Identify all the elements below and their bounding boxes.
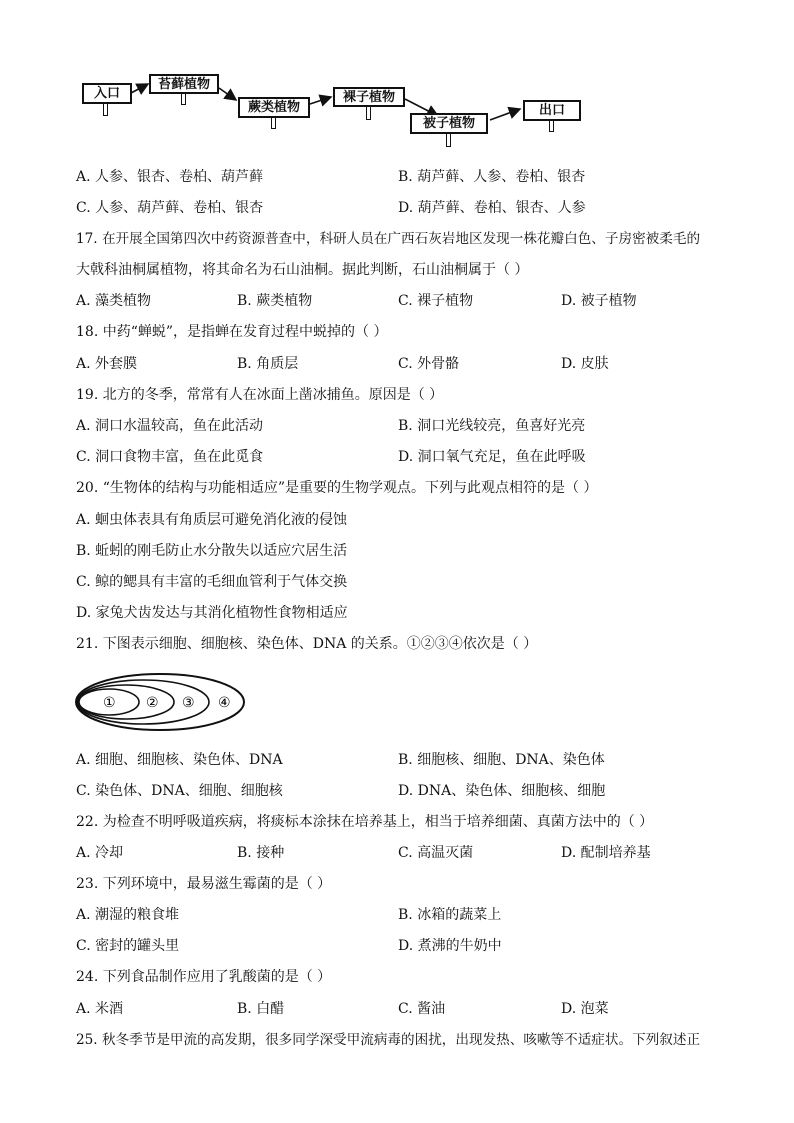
q16-option-d: D. 葫芦藓、卷柏、银杏、人参: [398, 200, 586, 216]
q19-stem: 19. 北方的冬季，常常有人在冰面上凿冰捕鱼。原因是（ ）: [76, 387, 444, 403]
q18-option-b: B. 角质层: [237, 356, 299, 372]
q19-option-a: A. 洞口水温较高，鱼在此活动: [76, 418, 264, 434]
entrance-box: 入口: [82, 83, 132, 104]
q22-option-a: A. 冷却: [76, 845, 124, 861]
q20-stem: 20. “生物体的结构与功能相适应”是重要的生物学观点。下列与此观点相符的是（ ）: [76, 480, 598, 496]
label-2: ②: [146, 695, 159, 711]
q17-option-c: C. 裸子植物: [398, 293, 474, 309]
label-3: ③: [182, 695, 195, 711]
q20-option-c: C. 鲸的鳃具有丰富的毛细血管利于气体交换: [76, 574, 348, 590]
q18-stem: 18. 中药“蝉蜕”，是指蝉在发育过程中蜕掉的（ ）: [76, 324, 388, 340]
q22-option-c: C. 高温灭菌: [398, 845, 474, 861]
q23-stem: 23. 下列环境中，最易滋生霉菌的是（ ）: [76, 876, 332, 892]
q17-stem-line2: 大戟科油桐属植物，将其命名为石山油桐。据此判断，石山油桐属于（ ）: [76, 262, 529, 278]
q25-stem: 25. 秋冬季节是甲流的高发期，很多同学深受甲流病毒的困扰，出现发热、咳嗽等不适症状。下列叙述正: [76, 1032, 701, 1048]
q16-option-a: A. 人参、银杏、卷柏、葫芦藓: [76, 169, 264, 185]
label-4: ④: [218, 695, 231, 711]
q24-option-d: D. 泡菜: [561, 1001, 609, 1017]
q18-option-c: C. 外骨骼: [398, 356, 460, 372]
q16-option-b: B. 葫芦藓、人参、卷柏、银杏: [398, 169, 586, 185]
q22-option-b: B. 接种: [237, 845, 285, 861]
angiosperm-box: 被子植物: [410, 113, 488, 134]
q24-option-a: A. 米酒: [76, 1001, 124, 1017]
ellipse-2: [78, 685, 174, 719]
q19-option-c: C. 洞口食物丰富，鱼在此觅食: [76, 449, 264, 465]
label-1: ①: [103, 695, 116, 711]
arrow-5: [490, 109, 520, 120]
exit-box: 出口: [523, 100, 581, 121]
q23-option-c: C. 密封的罐头里: [76, 938, 180, 954]
moss-post: [181, 93, 186, 105]
q24-option-c: C. 酱油: [398, 1001, 446, 1017]
entrance-post: [103, 103, 108, 116]
angiosperm-post: [446, 133, 451, 147]
arrow-1: [131, 84, 148, 93]
q18-option-d: D. 皮肤: [561, 356, 609, 372]
gymnosperm-box: 裸子植物: [333, 87, 405, 107]
fern-box: 蕨类植物: [238, 97, 310, 118]
q20-option-b: B. 蚯蚓的刚毛防止水分散失以适应穴居生活: [76, 543, 348, 559]
q22-stem: 22. 为检查不明呼吸道疾病，将痰标本涂抹在培养基上，相当于培养细菌、真菌方法中的（ ）: [76, 814, 654, 830]
q16-option-c: C. 人参、葫芦藓、卷柏、银杏: [76, 200, 264, 216]
q24-option-b: B. 白醋: [237, 1001, 285, 1017]
q19-option-d: D. 洞口氧气充足，鱼在此呼吸: [398, 449, 586, 465]
q24-stem: 24. 下列食品制作应用了乳酸菌的是（ ）: [76, 969, 332, 985]
q21-option-c: C. 染色体、DNA、细胞、细胞核: [76, 783, 283, 799]
q23-option-b: B. 冰箱的蔬菜上: [398, 907, 502, 923]
fern-post: [271, 117, 276, 129]
q22-option-d: D. 配制培养基: [561, 845, 651, 861]
q17-option-d: D. 被子植物: [561, 293, 637, 309]
q17-option-a: A. 藻类植物: [76, 293, 152, 309]
q21-option-b: B. 细胞核、细胞、DNA、染色体: [398, 752, 605, 768]
arrow-3: [310, 97, 331, 104]
q21-option-d: D. DNA、染色体、细胞核、细胞: [398, 783, 606, 799]
q21-stem: 21. 下图表示细胞、细胞核、染色体、DNA 的关系。①②③④依次是（ ）: [76, 636, 538, 652]
q21-option-a: A. 细胞、细胞核、染色体、DNA: [76, 752, 283, 768]
q20-option-d: D. 家兔犬齿发达与其消化植物性食物相适应: [76, 605, 348, 621]
q17-option-b: B. 蕨类植物: [237, 293, 313, 309]
q23-option-d: D. 煮沸的牛奶中: [398, 938, 502, 954]
arrow-2: [219, 88, 236, 100]
gymnosperm-post: [366, 106, 371, 120]
q18-option-a: A. 外套膜: [76, 356, 138, 372]
nested-ellipses-diagram: [0, 670, 794, 750]
q23-option-a: A. 潮湿的粮食堆: [76, 907, 180, 923]
q19-option-b: B. 洞口光线较亮，鱼喜好光亮: [398, 418, 586, 434]
exit-post: [549, 120, 554, 132]
q17-stem-line1: 17. 在开展全国第四次中药资源普查中，科研人员在广西石灰岩地区发现一株花瓣白色、子房密被柔毛的: [76, 231, 701, 247]
q20-option-a: A. 蛔虫体表具有角质层可避免消化液的侵蚀: [76, 512, 348, 528]
flowchart-arrows: [0, 0, 794, 160]
moss-box: 苔藓植物: [149, 74, 219, 94]
